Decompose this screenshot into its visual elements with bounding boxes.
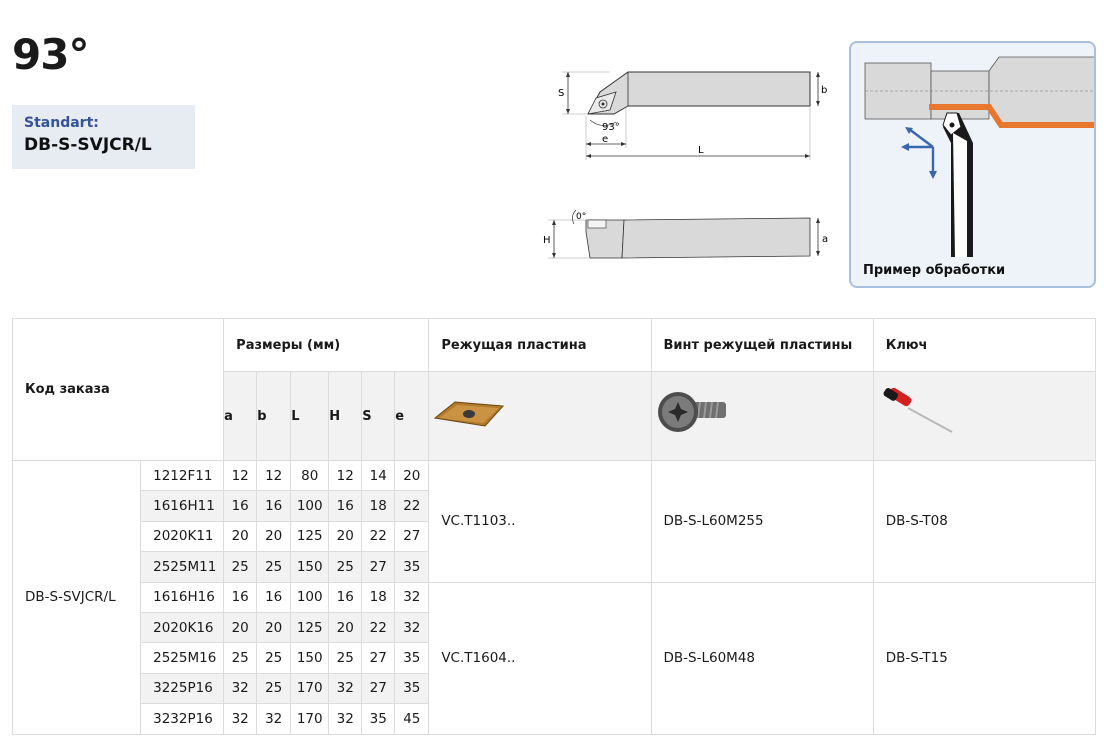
- machining-example-label: Пример обработки: [863, 263, 1006, 278]
- key-image-cell: [873, 372, 1095, 461]
- dim-value-s: 22: [362, 612, 395, 642]
- dim-value-h: 32: [329, 704, 362, 734]
- dim-value-a: 32: [224, 673, 257, 703]
- key-code: DB-S-T08: [873, 461, 1095, 583]
- dim-value-a: 25: [224, 643, 257, 673]
- screw-code: DB-S-L60M255: [651, 461, 873, 583]
- machining-example-panel: [849, 41, 1096, 288]
- angle-label: 93°: [602, 122, 620, 133]
- dim-value-h: 25: [329, 552, 362, 582]
- dim-value-e: 45: [395, 704, 429, 734]
- tool-drawing: [540, 60, 840, 270]
- dim-value-a: 25: [224, 552, 257, 582]
- insert-header: Режущая пластина: [429, 319, 651, 372]
- dim-value-s: 18: [362, 491, 395, 521]
- dim-value-e: 32: [395, 612, 429, 642]
- dim-col-h: H: [329, 372, 362, 461]
- dim-value-b: 16: [257, 491, 291, 521]
- dim-value-l: 170: [291, 704, 329, 734]
- size-code: 1212F11: [141, 461, 224, 491]
- dim-b-label: b: [821, 85, 828, 96]
- size-code: 3225P16: [141, 673, 224, 703]
- dim-value-s: 27: [362, 673, 395, 703]
- table-row: [13, 582, 1096, 612]
- dim-value-a: 12: [224, 461, 257, 491]
- dim-value-s: 18: [362, 582, 395, 612]
- dim-col-a: a: [224, 372, 257, 461]
- dim-value-h: 20: [329, 521, 362, 551]
- dim-col-b: b: [257, 372, 291, 461]
- dim-value-h: 16: [329, 491, 362, 521]
- table-row: [13, 461, 1096, 491]
- insert-icon: [429, 394, 509, 434]
- dims-header: Размеры (мм): [224, 319, 429, 372]
- dim-value-e: 32: [395, 582, 429, 612]
- dim-value-b: 25: [257, 552, 291, 582]
- dim-value-a: 20: [224, 612, 257, 642]
- screw-header: Винт режущей пластины: [651, 319, 873, 372]
- dim-value-s: 27: [362, 552, 395, 582]
- dim-value-l: 170: [291, 673, 329, 703]
- machining-example-illustration: [851, 43, 1096, 258]
- feed-direction-arrows-icon: [901, 127, 937, 179]
- key-code: DB-S-T15: [873, 582, 1095, 734]
- screw-code: DB-S-L60M48: [651, 582, 873, 734]
- dim-a-label: a: [822, 234, 829, 245]
- code-header: Код заказа: [13, 319, 224, 461]
- spec-table-body: [13, 461, 1096, 735]
- dim-value-l: 125: [291, 521, 329, 551]
- standard-value: DB-S-SVJCR/L: [24, 135, 152, 155]
- dim-value-a: 32: [224, 704, 257, 734]
- dim-value-b: 20: [257, 521, 291, 551]
- dim-col-e: e: [395, 372, 429, 461]
- dim-value-b: 25: [257, 643, 291, 673]
- side-view: [543, 210, 828, 258]
- dim-value-e: 35: [395, 643, 429, 673]
- dim-value-h: 25: [329, 643, 362, 673]
- dim-value-s: 27: [362, 643, 395, 673]
- dim-col-s: S: [362, 372, 395, 461]
- dim-value-l: 150: [291, 643, 329, 673]
- dim-value-s: 14: [362, 461, 395, 491]
- insert-image-cell: [429, 372, 651, 461]
- dim-value-s: 35: [362, 704, 395, 734]
- size-code: 2020K16: [141, 612, 224, 642]
- size-code: 2525M11: [141, 552, 224, 582]
- dim-col-l: L: [291, 372, 329, 461]
- dim-l-label: L: [698, 145, 704, 156]
- rake-angle-label: 0°: [576, 212, 587, 222]
- standard-box: [12, 105, 195, 169]
- size-code: 3232P16: [141, 704, 224, 734]
- dim-value-e: 27: [395, 521, 429, 551]
- angle-title: 93°: [12, 30, 89, 79]
- insert-code: VC.T1103..: [429, 461, 651, 583]
- size-code: 2020K11: [141, 521, 224, 551]
- dim-value-e: 35: [395, 673, 429, 703]
- dim-value-h: 16: [329, 582, 362, 612]
- dim-value-s: 22: [362, 521, 395, 551]
- dim-value-e: 20: [395, 461, 429, 491]
- dim-value-a: 16: [224, 582, 257, 612]
- spec-table: [12, 318, 1096, 735]
- model-code: DB-S-SVJCR/L: [13, 461, 141, 735]
- dim-value-b: 20: [257, 612, 291, 642]
- screw-icon: [652, 386, 732, 442]
- dim-value-b: 25: [257, 673, 291, 703]
- dim-value-l: 100: [291, 582, 329, 612]
- dim-value-h: 32: [329, 673, 362, 703]
- size-code: 1616H16: [141, 582, 224, 612]
- dim-value-h: 20: [329, 612, 362, 642]
- size-code: 2525M16: [141, 643, 224, 673]
- dim-value-a: 16: [224, 491, 257, 521]
- dim-value-b: 16: [257, 582, 291, 612]
- dim-value-h: 12: [329, 461, 362, 491]
- dim-value-a: 20: [224, 521, 257, 551]
- key-header: Ключ: [873, 319, 1095, 372]
- dim-value-b: 12: [257, 461, 291, 491]
- dim-h-label: H: [543, 235, 551, 246]
- dim-value-l: 100: [291, 491, 329, 521]
- dim-value-e: 22: [395, 491, 429, 521]
- top-view: [558, 72, 827, 160]
- size-code: 1616H11: [141, 491, 224, 521]
- dim-value-l: 150: [291, 552, 329, 582]
- dim-value-b: 32: [257, 704, 291, 734]
- screwdriver-icon: [874, 386, 964, 442]
- dim-e-label: e: [602, 134, 609, 145]
- dim-value-l: 80: [291, 461, 329, 491]
- screw-image-cell: [651, 372, 873, 461]
- standard-label: Standart:: [24, 115, 99, 131]
- insert-code: VC.T1604..: [429, 582, 651, 734]
- dim-value-e: 35: [395, 552, 429, 582]
- dim-s-label: S: [558, 88, 565, 99]
- dim-value-l: 125: [291, 612, 329, 642]
